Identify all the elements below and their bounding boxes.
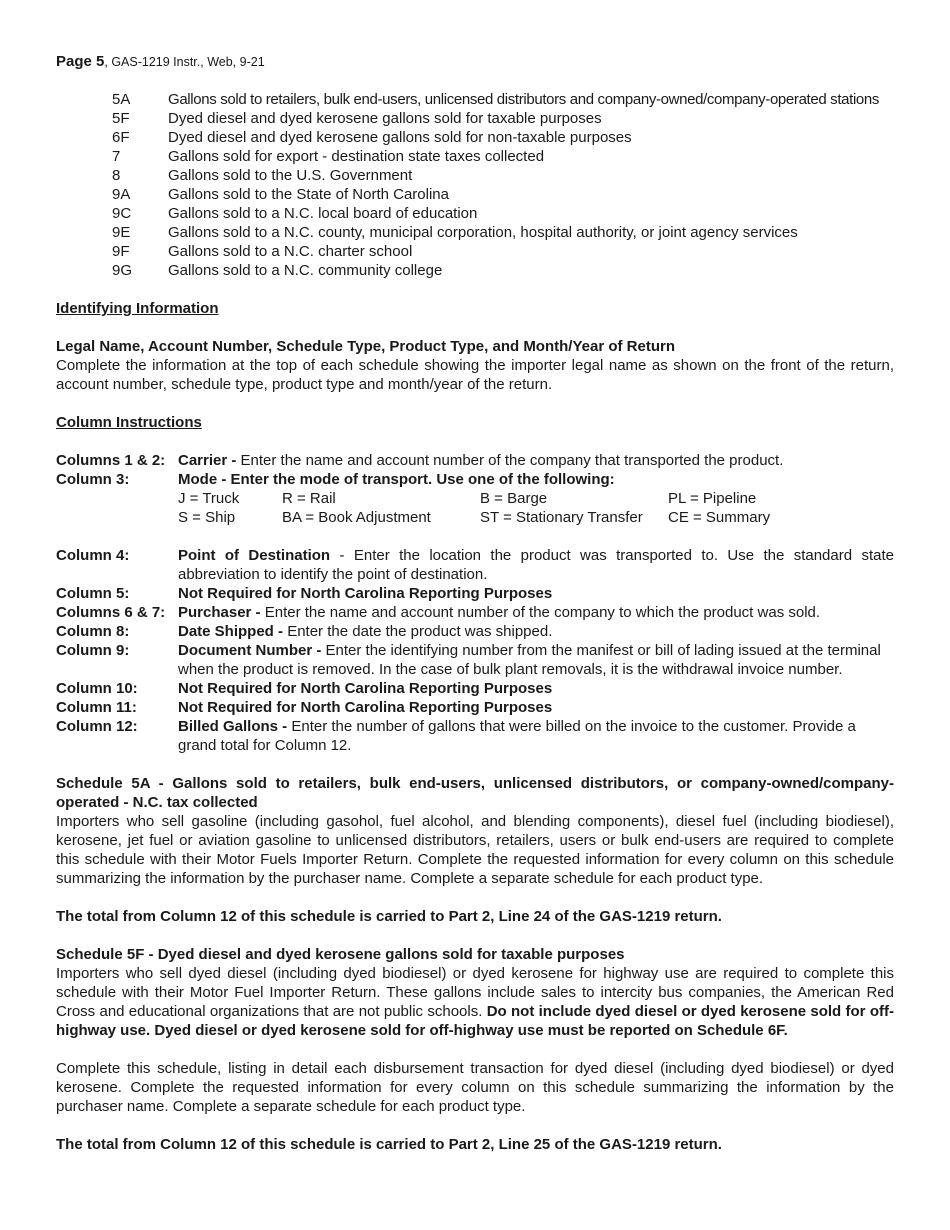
column-4-row <box>56 546 894 584</box>
column-desc <box>178 451 894 470</box>
code-text: Dyed diesel and dyed kerosene gallons sold for non-taxable purposes <box>168 129 632 146</box>
code: 5F <box>112 110 130 127</box>
column-desc: Not Required for North Carolina Reporting Purposes <box>178 680 553 697</box>
code: 9F <box>112 243 130 260</box>
code-text: Gallons sold for export - destination state taxes collected <box>168 148 545 165</box>
code-row <box>112 261 894 280</box>
column-desc <box>178 603 894 622</box>
code-text: Dyed diesel and dyed kerosene gallons sold for taxable purposes <box>168 110 602 127</box>
code-row <box>112 185 894 204</box>
code-row <box>112 147 894 166</box>
schedule-5f-warning: Do not include dyed diesel or dyed kerosene sold for off-highway use. Dyed diesel or dyed kerosene sold for off-highway use must be reported on Schedule 6F. <box>56 1003 894 1039</box>
code-row <box>112 109 894 128</box>
identifying-heading: Identifying Information <box>56 300 219 317</box>
code: 8 <box>112 167 121 184</box>
column-label: Columns 1 & 2: <box>56 452 166 469</box>
column-instructions-heading: Column Instructions <box>56 414 202 431</box>
column-6-7-row <box>56 603 894 622</box>
schedule-code-list <box>112 90 894 280</box>
column-9-row <box>56 641 894 679</box>
code: 5A <box>112 91 131 108</box>
column-term: Date Shipped - <box>178 623 288 640</box>
code: 9G <box>112 262 133 279</box>
code-row <box>112 166 894 185</box>
column-label: Column 10: <box>56 680 138 697</box>
column-3-row <box>56 470 894 527</box>
column-desc: Not Required for North Carolina Reporting Purposes <box>178 585 553 602</box>
column-desc <box>178 717 894 755</box>
column-term: Purchaser - <box>178 604 265 621</box>
column-term: Billed Gallons - <box>178 718 292 735</box>
instruction-page <box>56 52 894 1154</box>
column-8-row <box>56 622 894 641</box>
code-text: Gallons sold to retailers, bulk end-users, unlicensed distributors and company-owned/company-operated stations <box>168 91 880 108</box>
column-11-row <box>56 698 894 717</box>
column-12-row <box>56 717 894 755</box>
code: 7 <box>112 148 121 165</box>
column-term: Carrier - <box>178 452 241 469</box>
column-desc <box>178 641 894 679</box>
column-term: Document Number - <box>178 642 326 659</box>
identifying-subheading: Legal Name, Account Number, Schedule Type, Product Type, and Month/Year of Return <box>56 338 675 355</box>
column-text: Enter the name and account number of the company that transported the product. <box>240 452 784 469</box>
column-1-2-row <box>56 451 894 470</box>
code: 6F <box>112 129 130 146</box>
code-row <box>112 90 894 109</box>
form-id: , GAS-1219 Instr., Web, 9-21 <box>104 55 265 69</box>
mode-item: R = Rail <box>282 490 336 507</box>
mode-item: BA = Book Adjustment <box>282 509 431 526</box>
column-label: Column 11: <box>56 699 137 716</box>
code-row <box>112 204 894 223</box>
schedule-5f-heading: Schedule 5F - Dyed diesel and dyed kerosene gallons sold for taxable purposes <box>56 946 625 963</box>
code-text: Gallons sold to a N.C. local board of education <box>168 205 478 222</box>
column-5-row <box>56 584 894 603</box>
column-text: Enter the identifying number from the manifest or bill of lading issued at the terminal when the product is removed. In the case of bulk plant removals, it is the withdrawal invoice number. <box>178 642 881 678</box>
column-text: Enter the name and account number of the company to which the product was sold. <box>264 604 821 621</box>
code-row <box>112 242 894 261</box>
code: 9E <box>112 224 131 241</box>
column-term: Mode - Enter the mode of transport. Use one of the following: <box>178 471 615 488</box>
mode-item: S = Ship <box>178 509 236 526</box>
identifying-body: Complete the information at the top of each schedule showing the importer legal name as shown on the front of the return, account number, schedule type, product type and month/year of the return. <box>56 357 894 393</box>
column-desc <box>178 622 894 641</box>
schedule-5a-total: The total from Column 12 of this schedule is carried to Part 2, Line 24 of the GAS-1219 return. <box>56 908 722 925</box>
schedule-5a-body: Importers who sell gasoline (including gasohol, fuel alcohol, and blending components), diesel fuel (including biodiesel), kerosene, jet fuel or aviation gasoline to unlicensed distributors, retailers, users or bulk end-users are required to complete this schedule with their Motor Fuels Importer Return. Complete the requested information for every column on this schedule summarizing the information by the purchaser name. Complete a separate schedule for each product type. <box>56 813 894 887</box>
column-label: Column 8: <box>56 623 130 640</box>
column-desc: Not Required for North Carolina Reporting Purposes <box>178 699 553 716</box>
mode-item: ST = Stationary Transfer <box>480 509 643 526</box>
code-text: Gallons sold to the U.S. Government <box>168 167 413 184</box>
code: 9C <box>112 205 132 222</box>
schedule-5f-text: Importers who sell dyed diesel (including dyed biodiesel) or dyed kerosene for highway use are required to complete this schedule with their Motor Fuel Importer Return. These gallons include sales to intercity bus companies, the American Red Cross and educational organizations that are not public schools. <box>56 965 894 1020</box>
page-number: Page 5 <box>56 53 105 70</box>
mode-item: J = Truck <box>178 490 240 507</box>
column-term: Point of Destination <box>178 547 331 564</box>
column-10-row <box>56 679 894 698</box>
schedule-5f-body-2: Complete this schedule, listing in detail each disbursement transaction for dyed diesel (including dyed biodiesel) or dyed kerosene. Complete the requested information for every column on this schedule summarizing the information by the purchaser name. Complete a separate schedule for each product type. <box>56 1060 894 1115</box>
mode-item: PL = Pipeline <box>668 490 757 507</box>
column-label: Column 3: <box>56 471 130 488</box>
code-text: Gallons sold to a N.C. charter school <box>168 243 413 260</box>
code: 9A <box>112 186 131 203</box>
column-label: Column 9: <box>56 642 130 659</box>
code-text: Gallons sold to a N.C. community college <box>168 262 443 279</box>
page-header <box>56 52 894 72</box>
code-text: Gallons sold to a N.C. county, municipal corporation, hospital authority, or joint agency services <box>168 224 798 241</box>
column-label: Column 12: <box>56 718 138 735</box>
column-text: - Enter the location the product was transported to. Use the standard state abbreviation to identify the point of destination. <box>178 547 894 583</box>
column-desc <box>178 546 894 584</box>
column-label: Column 4: <box>56 547 130 564</box>
column-label: Column 5: <box>56 585 130 602</box>
mode-grid <box>178 489 894 527</box>
column-desc <box>178 470 894 527</box>
code-text: Gallons sold to the State of North Carolina <box>168 186 449 203</box>
schedule-5a-heading: Schedule 5A - Gallons sold to retailers, bulk end-users, unlicensed distributors, or company-owned/company-operated - N.C. tax collected <box>56 775 894 811</box>
column-text: Enter the number of gallons that were billed on the invoice to the customer. Provide a grand total for Column 12. <box>178 718 856 754</box>
column-label: Columns 6 & 7: <box>56 604 166 621</box>
column-text: Enter the date the product was shipped. <box>287 623 553 640</box>
schedule-5f-body <box>56 964 894 1040</box>
code-row <box>112 223 894 242</box>
mode-item: B = Barge <box>480 490 548 507</box>
schedule-5f-total: The total from Column 12 of this schedule is carried to Part 2, Line 25 of the GAS-1219 return. <box>56 1136 722 1153</box>
mode-item: CE = Summary <box>668 509 771 526</box>
code-row <box>112 128 894 147</box>
